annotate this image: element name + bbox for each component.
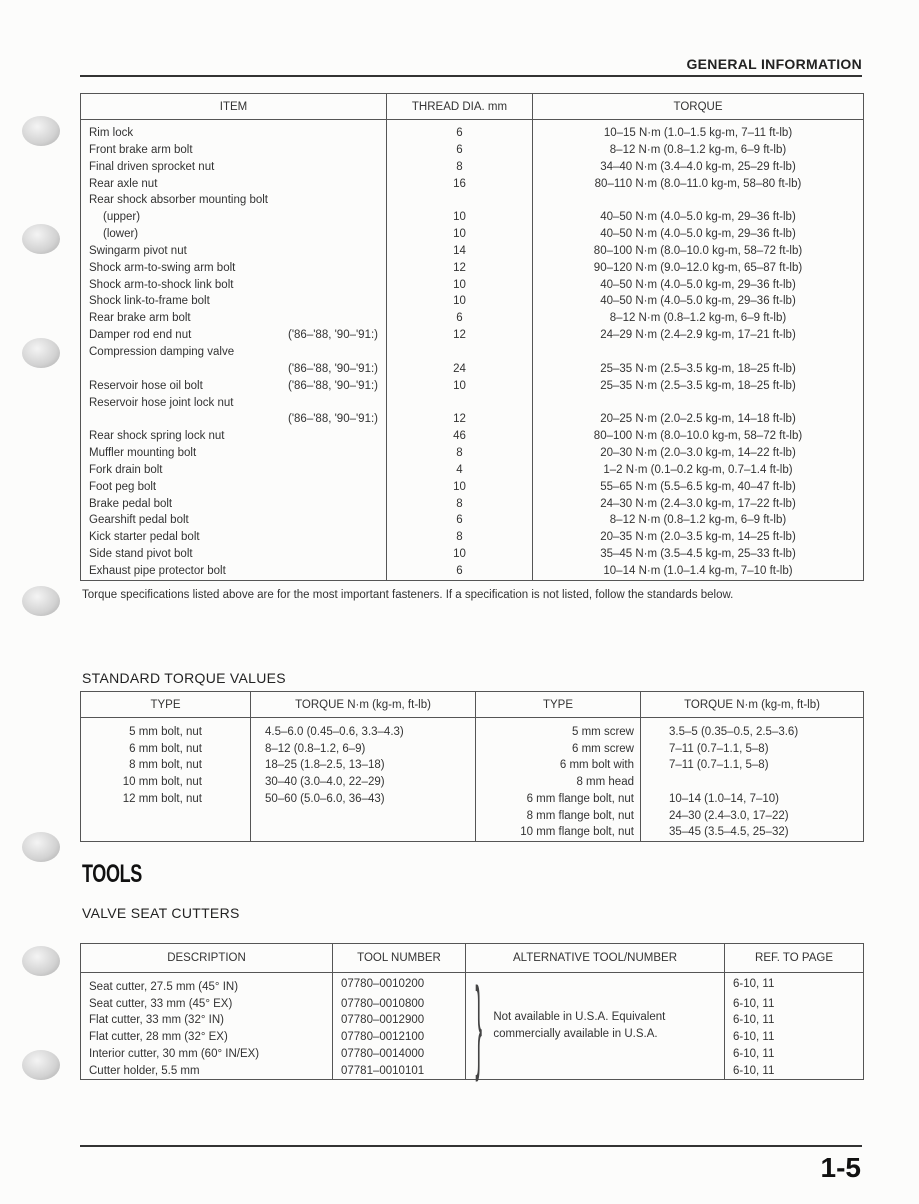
torque-value: 10–14 N·m (1.0–1.4 kg-m, 7–10 ft-lb) [533,563,864,580]
standard-type-cell: 6 mm bolt with [476,757,641,774]
thread-diameter: 10 [387,378,533,395]
table-row [81,395,864,412]
binder-hole [22,832,60,862]
tool-number: 07780–0012100 [333,1029,466,1046]
table-row [81,462,864,479]
column-header: ALTERNATIVE TOOL/NUMBER [466,944,725,973]
thread-diameter: 10 [387,277,533,294]
thread-diameter: 8 [387,496,533,513]
page-number: 1-5 [820,1152,861,1183]
thread-diameter: 6 [387,120,533,142]
standard-torque-cell: 10–14 (1.0–14, 7–10) [641,791,864,808]
table-row [81,479,864,496]
thread-diameter: 6 [387,142,533,159]
tool-number: 07780–0012900 [333,1012,466,1029]
column-header: TORQUE [533,94,864,120]
column-header: DESCRIPTION [81,944,333,973]
item-label: Shock arm-to-shock link bolt [89,278,234,291]
standard-torque-table [80,691,864,842]
standard-torque-cell [251,808,476,825]
tool-description: Flat cutter, 28 mm (32° EX) [81,1029,333,1046]
thread-diameter: 8 [387,159,533,176]
table-row [81,327,864,344]
table-row [81,120,864,142]
table-row [81,176,864,193]
torque-table [80,93,864,581]
tool-number: 07781–0010101 [333,1063,466,1080]
item-label: Reservoir hose joint lock nut [89,396,234,409]
table-header-row [81,94,864,120]
column-header: TYPE [476,692,641,718]
torque-value: 10–15 N·m (1.0–1.5 kg-m, 7–11 ft-lb) [533,120,864,142]
standard-type-cell: 5 mm screw [476,718,641,741]
torque-value: 80–100 N·m (8.0–10.0 kg-m, 58–72 ft-lb) [533,243,864,260]
thread-diameter: 6 [387,563,533,580]
table-row [81,512,864,529]
item-label: Final driven sprocket nut [89,160,215,173]
thread-diameter: 12 [387,411,533,428]
item-label: Muffler mounting bolt [89,447,197,460]
reference-page: 6-10, 11 [725,1029,864,1046]
model-year-note: ('86–'88, '90–'91:) [288,362,378,375]
item-cell [81,344,387,361]
item-cell [81,176,387,193]
table-header-row [81,692,864,718]
torque-value: 40–50 N·m (4.0–5.0 kg-m, 29–36 ft-lb) [533,226,864,243]
torque-value: 40–50 N·m (4.0–5.0 kg-m, 29–36 ft-lb) [533,293,864,310]
item-cell [81,479,387,496]
standard-torque-title: STANDARD TORQUE VALUES [82,670,286,686]
table-row [81,546,864,563]
reference-page: 6-10, 11 [725,1063,864,1080]
item-label: Rear shock spring lock nut [89,430,225,443]
thread-diameter: 10 [387,209,533,226]
torque-value: 8–12 N·m (0.8–1.2 kg-m, 6–9 ft-lb) [533,142,864,159]
thread-diameter: 6 [387,512,533,529]
standard-type-cell: 8 mm bolt, nut [81,757,251,774]
standard-torque-cell: 7–11 (0.7–1.1, 5–8) [641,741,864,758]
item-cell [81,209,387,226]
table-row [81,791,864,808]
thread-diameter: 12 [387,327,533,344]
table-row [81,226,864,243]
table-row [81,973,864,996]
torque-value [533,192,864,209]
item-label: Side stand pivot bolt [89,548,193,561]
item-cell [81,142,387,159]
item-label: (upper) [103,211,141,224]
item-label: Rim lock [89,127,134,139]
item-label: Shock link-to-frame bolt [89,295,210,308]
column-header: TOOL NUMBER [333,944,466,973]
column-header: ITEM [81,94,387,120]
tool-description: Cutter holder, 5.5 mm [81,1063,333,1080]
item-cell [81,361,387,378]
torque-value: 55–65 N·m (5.5–6.5 kg-m, 40–47 ft-lb) [533,479,864,496]
thread-diameter: 10 [387,546,533,563]
tool-description: Seat cutter, 33 mm (45° EX) [81,996,333,1013]
torque-value: 8–12 N·m (0.8–1.2 kg-m, 6–9 ft-lb) [533,310,864,327]
standard-torque-cell: 50–60 (5.0–6.0, 36–43) [251,791,476,808]
item-cell [81,395,387,412]
standard-torque-cell: 35–45 (3.5–4.5, 25–32) [641,824,864,841]
standard-torque-cell [641,774,864,791]
table-row [81,428,864,445]
item-cell [81,120,387,142]
standard-type-cell: 6 mm screw [476,741,641,758]
item-cell [81,243,387,260]
torque-value: 20–30 N·m (2.0–3.0 kg-m, 14–22 ft-lb) [533,445,864,462]
standard-torque-cell: 18–25 (1.8–2.5, 13–18) [251,757,476,774]
torque-value: 24–30 N·m (2.4–3.0 kg-m, 17–22 ft-lb) [533,496,864,513]
standard-type-cell: 5 mm bolt, nut [81,718,251,741]
model-year-note: ('86–'88, '90–'91:) [288,379,378,392]
item-cell [81,428,387,445]
item-cell [81,310,387,327]
model-year-note: ('86–'88, '90–'91:) [288,329,378,342]
tool-number: 07780–0014000 [333,1046,466,1063]
item-label: Rear shock absorber mounting bolt [89,194,268,207]
binder-hole [22,224,60,254]
item-label: Gearshift pedal bolt [89,514,189,527]
binder-hole [22,116,60,146]
torque-value: 90–120 N·m (9.0–12.0 kg-m, 65–87 ft-lb) [533,260,864,277]
thread-diameter: 24 [387,361,533,378]
thread-diameter: 10 [387,479,533,496]
table-row [81,293,864,310]
table-row [81,277,864,294]
table-row [81,824,864,841]
model-year-note: ('86–'88, '90–'91:) [288,413,378,426]
header-rule [80,75,862,77]
table-row [81,411,864,428]
torque-value: 80–110 N·m (8.0–11.0 kg-m, 58–80 ft-lb) [533,176,864,193]
torque-value: 8–12 N·m (0.8–1.2 kg-m, 6–9 ft-lb) [533,512,864,529]
thread-diameter: 4 [387,462,533,479]
standard-type-cell: 8 mm head [476,774,641,791]
item-cell [81,327,387,344]
column-header: THREAD DIA. mm [387,94,533,120]
thread-diameter [387,192,533,209]
torque-value: 1–2 N·m (0.1–0.2 kg-m, 0.7–1.4 ft-lb) [533,462,864,479]
table-row [81,361,864,378]
reference-page: 6-10, 11 [725,1046,864,1063]
thread-diameter [387,395,533,412]
thread-diameter: 14 [387,243,533,260]
torque-value [533,344,864,361]
reference-page: 6-10, 11 [725,1012,864,1029]
item-cell [81,563,387,580]
thread-diameter: 8 [387,445,533,462]
item-label: Rear brake arm bolt [89,312,191,325]
item-label: Damper rod end nut [89,329,192,342]
table-row [81,192,864,209]
item-label: Reservoir hose oil bolt [89,379,203,392]
torque-value: 25–35 N·m (2.5–3.5 kg-m, 18–25 ft-lb) [533,361,864,378]
thread-diameter: 8 [387,529,533,546]
binder-hole [22,338,60,368]
standard-torque-cell: 30–40 (3.0–4.0, 22–29) [251,774,476,791]
item-cell [81,293,387,310]
table-row [81,757,864,774]
standard-torque-cell: 24–30 (2.4–3.0, 17–22) [641,808,864,825]
item-cell [81,277,387,294]
tool-description: Seat cutter, 27.5 mm (45° IN) [81,973,333,996]
item-cell [81,546,387,563]
reference-page: 6-10, 11 [725,996,864,1013]
thread-diameter: 6 [387,310,533,327]
table-row [81,496,864,513]
standard-torque-cell: 3.5–5 (0.35–0.5, 2.5–3.6) [641,718,864,741]
binder-hole [22,1050,60,1080]
table-row [81,563,864,580]
torque-value: 80–100 N·m (8.0–10.0 kg-m, 58–72 ft-lb) [533,428,864,445]
tool-description: Interior cutter, 30 mm (60° IN/EX) [81,1046,333,1063]
item-cell [81,445,387,462]
thread-diameter [387,344,533,361]
torque-value: 35–45 N·m (3.5–4.5 kg-m, 25–33 ft-lb) [533,546,864,563]
standard-torque-cell: 8–12 (0.8–1.2, 6–9) [251,741,476,758]
column-header: TORQUE N·m (kg-m, ft-lb) [251,692,476,718]
table-row [81,808,864,825]
alternative-tool-group [472,968,718,1084]
item-cell [81,411,387,428]
standard-torque-cell: 7–11 (0.7–1.1, 5–8) [641,757,864,774]
standard-type-cell: 6 mm bolt, nut [81,741,251,758]
torque-note: Torque specifications listed above are for the most important fasteners. If a specification is not listed, follow the standards below. [82,589,734,601]
tool-description: Flat cutter, 33 mm (32° IN) [81,1012,333,1029]
table-row [81,445,864,462]
item-cell [81,260,387,277]
tools-table [80,943,864,1084]
standard-type-cell: 6 mm flange bolt, nut [476,791,641,808]
item-label: Front brake arm bolt [89,143,193,156]
column-header: REF. TO PAGE [725,944,864,973]
standard-torque-cell: 4.5–6.0 (0.45–0.6, 3.3–4.3) [251,718,476,741]
item-label: Compression damping valve [89,345,235,358]
column-header: TYPE [81,692,251,718]
item-cell [81,159,387,176]
table-row [81,159,864,176]
item-cell [81,512,387,529]
table-row [81,741,864,758]
table-row [81,142,864,159]
tools-heading: TOOLS [82,860,142,888]
torque-value: 40–50 N·m (4.0–5.0 kg-m, 29–36 ft-lb) [533,209,864,226]
standard-type-cell [81,824,251,841]
item-label: (lower) [103,228,139,241]
standard-type-cell: 12 mm bolt, nut [81,791,251,808]
item-label: Brake pedal bolt [89,497,173,510]
torque-value: 40–50 N·m (4.0–5.0 kg-m, 29–36 ft-lb) [533,277,864,294]
standard-type-cell: 10 mm flange bolt, nut [476,824,641,841]
table-row [81,378,864,395]
thread-diameter: 10 [387,226,533,243]
thread-diameter: 10 [387,293,533,310]
table-row [81,774,864,791]
table-row [81,529,864,546]
standard-type-cell: 10 mm bolt, nut [81,774,251,791]
item-label: Fork drain bolt [89,463,163,476]
column-header: TORQUE N·m (kg-m, ft-lb) [641,692,864,718]
tool-number: 07780–0010800 [333,996,466,1013]
valve-seat-cutters-title: VALVE SEAT CUTTERS [82,905,240,921]
table-row [81,260,864,277]
item-cell [81,496,387,513]
table-row [81,344,864,361]
item-label: Swingarm pivot nut [89,244,187,257]
thread-diameter: 46 [387,428,533,445]
table-row [81,310,864,327]
item-cell [81,226,387,243]
item-cell [81,462,387,479]
torque-value [533,395,864,412]
item-label: Foot peg bolt [89,480,157,493]
item-cell [81,378,387,395]
alternative-tool-cell [466,968,725,1084]
thread-diameter: 16 [387,176,533,193]
table-header-row [81,944,864,973]
reference-page: 6-10, 11 [725,973,864,996]
torque-value: 20–25 N·m (2.0–2.5 kg-m, 14–18 ft-lb) [533,411,864,428]
brace-icon: } [475,968,483,1084]
item-cell [81,192,387,209]
section-header: GENERAL INFORMATION [686,56,862,72]
item-cell [81,529,387,546]
standard-type-cell [81,808,251,825]
table-row [81,209,864,226]
binder-hole [22,946,60,976]
item-label: Rear axle nut [89,177,158,190]
standard-type-cell: 8 mm flange bolt, nut [476,808,641,825]
tool-number: 07780–0010200 [333,973,466,996]
table-row [81,243,864,260]
torque-value: 24–29 N·m (2.4–2.9 kg-m, 17–21 ft-lb) [533,327,864,344]
torque-value: 25–35 N·m (2.5–3.5 kg-m, 18–25 ft-lb) [533,378,864,395]
item-label: Shock arm-to-swing arm bolt [89,261,236,274]
binder-hole [22,586,60,616]
alternative-tool-text: Not available in U.S.A. Equivalent commercially available in U.S.A. [493,1011,666,1041]
thread-diameter: 12 [387,260,533,277]
torque-value: 34–40 N·m (3.4–4.0 kg-m, 25–29 ft-lb) [533,159,864,176]
footer-rule [80,1145,862,1147]
item-label: Exhaust pipe protector bolt [89,564,226,577]
standard-torque-cell [251,824,476,841]
torque-value: 20–35 N·m (2.0–3.5 kg-m, 14–25 ft-lb) [533,529,864,546]
table-row [81,718,864,741]
item-label: Kick starter pedal bolt [89,531,200,544]
